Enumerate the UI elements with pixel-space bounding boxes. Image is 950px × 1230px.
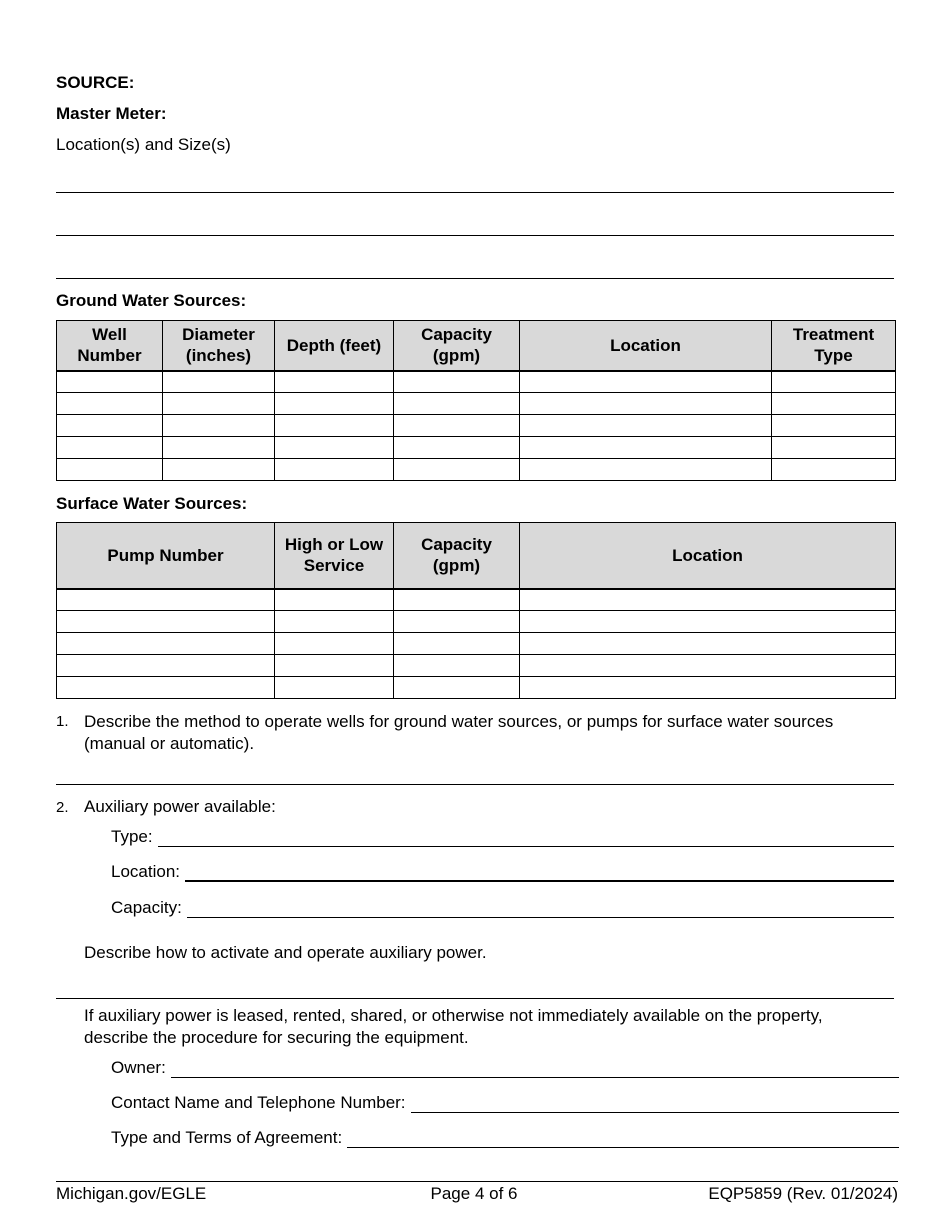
question-2-number: 2. bbox=[56, 799, 69, 816]
question-1-number: 1. bbox=[56, 713, 69, 730]
table-row bbox=[57, 415, 896, 437]
table-cell[interactable] bbox=[275, 371, 394, 393]
table-cell[interactable] bbox=[394, 633, 520, 655]
owner-input-line[interactable] bbox=[171, 1059, 899, 1078]
col-location: Location bbox=[520, 523, 896, 589]
surface-water-heading: Surface Water Sources: bbox=[56, 494, 248, 513]
location-input-line[interactable] bbox=[185, 862, 894, 882]
table-cell[interactable] bbox=[57, 459, 163, 481]
table-cell[interactable] bbox=[520, 677, 896, 699]
col-depth: Depth (feet) bbox=[275, 321, 394, 371]
table-cell[interactable] bbox=[394, 415, 520, 437]
question-2-text: Auxiliary power available: bbox=[84, 797, 276, 816]
table-cell[interactable] bbox=[163, 437, 275, 459]
table-cell[interactable] bbox=[57, 677, 275, 699]
table-row bbox=[57, 655, 896, 677]
contact-field bbox=[111, 1093, 899, 1113]
table-cell[interactable] bbox=[772, 393, 896, 415]
table-cell[interactable] bbox=[57, 415, 163, 437]
table-row bbox=[57, 459, 896, 481]
table-cell[interactable] bbox=[772, 459, 896, 481]
question-1-text: Describe the method to operate wells for ground water sources, or pumps for surface water sources (manual or automatic). bbox=[84, 712, 834, 753]
table-cell[interactable] bbox=[275, 655, 394, 677]
table-cell[interactable] bbox=[275, 437, 394, 459]
table-cell[interactable] bbox=[163, 393, 275, 415]
capacity-input-line[interactable] bbox=[187, 899, 894, 918]
col-treatment-type: Treatment Type bbox=[772, 321, 896, 371]
surface-water-table bbox=[56, 522, 896, 699]
col-high-low-service: High or Low Service bbox=[275, 523, 394, 589]
table-cell[interactable] bbox=[163, 459, 275, 481]
capacity-label: Capacity: bbox=[111, 898, 182, 917]
ground-water-heading: Ground Water Sources: bbox=[56, 291, 247, 310]
leased-text: If auxiliary power is leased, rented, shared, or otherwise not immediately available on the property, describe the procedure for securing the equipment. bbox=[84, 1006, 823, 1047]
location-label: Location: bbox=[111, 862, 180, 881]
table-cell[interactable] bbox=[520, 393, 772, 415]
table-cell[interactable] bbox=[57, 611, 275, 633]
table-row bbox=[57, 611, 896, 633]
table-cell[interactable] bbox=[57, 437, 163, 459]
type-input-line[interactable] bbox=[158, 828, 894, 847]
ground-water-table bbox=[56, 320, 896, 481]
table-cell[interactable] bbox=[520, 437, 772, 459]
table-cell[interactable] bbox=[520, 371, 772, 393]
table-row bbox=[57, 677, 896, 699]
table-row bbox=[57, 393, 896, 415]
footer-form-id: EQP5859 (Rev. 01/2024) bbox=[708, 1184, 898, 1203]
col-diameter: Diameter (inches) bbox=[163, 321, 275, 371]
location-size-label: Location(s) and Size(s) bbox=[56, 135, 231, 154]
footer-website: Michigan.gov/EGLE bbox=[56, 1184, 207, 1203]
table-cell[interactable] bbox=[163, 371, 275, 393]
col-location: Location bbox=[520, 321, 772, 371]
table-cell[interactable] bbox=[394, 611, 520, 633]
table-cell[interactable] bbox=[394, 371, 520, 393]
table-row bbox=[57, 633, 896, 655]
location-line-1[interactable] bbox=[56, 192, 894, 193]
table-cell[interactable] bbox=[520, 611, 896, 633]
table-cell[interactable] bbox=[772, 371, 896, 393]
location-field bbox=[111, 862, 894, 882]
table-cell[interactable] bbox=[772, 415, 896, 437]
contact-label: Contact Name and Telephone Number: bbox=[111, 1093, 406, 1112]
type-field bbox=[111, 827, 894, 847]
col-pump-number: Pump Number bbox=[57, 523, 275, 589]
question-1-answer-line[interactable] bbox=[56, 784, 894, 785]
col-capacity: Capacity (gpm) bbox=[394, 523, 520, 589]
table-cell[interactable] bbox=[275, 589, 394, 611]
capacity-field bbox=[111, 898, 894, 918]
table-cell[interactable] bbox=[520, 415, 772, 437]
owner-field bbox=[111, 1058, 899, 1078]
table-cell[interactable] bbox=[275, 393, 394, 415]
table-cell[interactable] bbox=[772, 437, 896, 459]
table-cell[interactable] bbox=[275, 415, 394, 437]
activate-answer-line[interactable] bbox=[56, 998, 894, 999]
table-cell[interactable] bbox=[275, 633, 394, 655]
contact-input-line[interactable] bbox=[411, 1094, 899, 1113]
footer-divider bbox=[56, 1181, 898, 1182]
col-well-number: Well Number bbox=[57, 321, 163, 371]
agreement-input-line[interactable] bbox=[347, 1129, 899, 1148]
table-cell[interactable] bbox=[275, 611, 394, 633]
agreement-field bbox=[111, 1128, 899, 1148]
table-cell[interactable] bbox=[57, 655, 275, 677]
location-line-2[interactable] bbox=[56, 235, 894, 236]
source-heading: SOURCE: bbox=[56, 73, 135, 92]
footer-page-number: Page 4 of 6 bbox=[430, 1184, 518, 1203]
table-cell[interactable] bbox=[394, 437, 520, 459]
table-row bbox=[57, 371, 896, 393]
table-cell[interactable] bbox=[394, 589, 520, 611]
table-cell[interactable] bbox=[57, 371, 163, 393]
table-row bbox=[57, 437, 896, 459]
table-cell[interactable] bbox=[520, 655, 896, 677]
activate-auxiliary-text: Describe how to activate and operate auxiliary power. bbox=[84, 943, 487, 962]
col-capacity: Capacity (gpm) bbox=[394, 321, 520, 371]
table-cell[interactable] bbox=[57, 633, 275, 655]
table-cell[interactable] bbox=[520, 589, 896, 611]
table-cell[interactable] bbox=[394, 393, 520, 415]
table-cell[interactable] bbox=[394, 677, 520, 699]
table-cell[interactable] bbox=[394, 655, 520, 677]
master-meter-heading: Master Meter: bbox=[56, 104, 167, 123]
table-cell[interactable] bbox=[520, 459, 772, 481]
type-label: Type: bbox=[111, 827, 153, 846]
table-row bbox=[57, 589, 896, 611]
table-cell[interactable] bbox=[275, 459, 394, 481]
owner-label: Owner: bbox=[111, 1058, 166, 1077]
table-cell[interactable] bbox=[163, 415, 275, 437]
table-cell[interactable] bbox=[520, 633, 896, 655]
table-cell[interactable] bbox=[275, 677, 394, 699]
table-cell[interactable] bbox=[394, 459, 520, 481]
agreement-label: Type and Terms of Agreement: bbox=[111, 1128, 343, 1147]
location-line-3[interactable] bbox=[56, 278, 894, 279]
table-cell[interactable] bbox=[57, 393, 163, 415]
table-cell[interactable] bbox=[57, 589, 275, 611]
